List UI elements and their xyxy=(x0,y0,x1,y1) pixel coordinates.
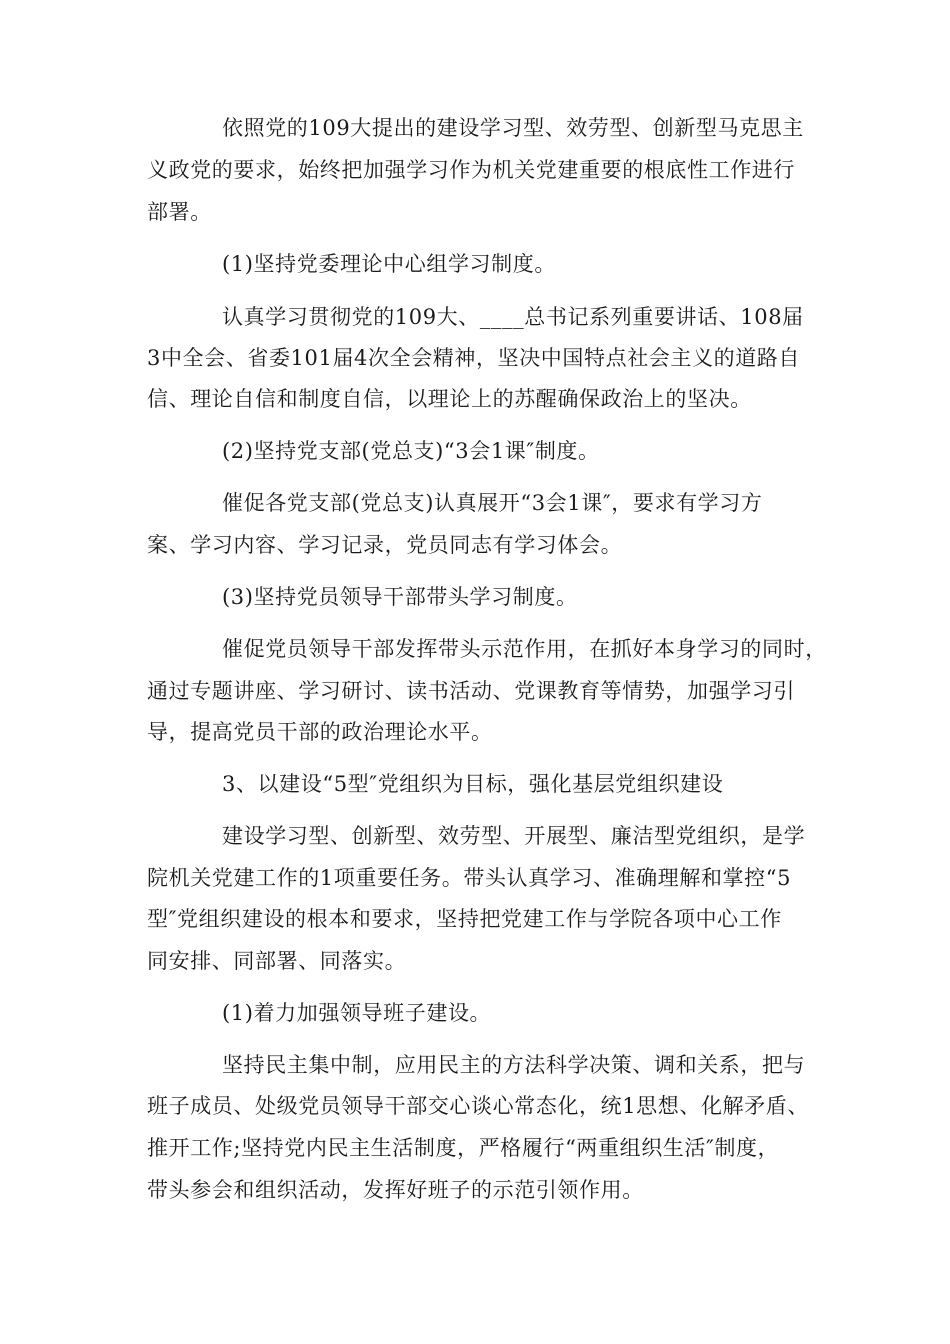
paragraph-line: 3中全会、省委101届4次全会精神，坚决中国特点社会主义的道路自 xyxy=(147,346,801,370)
paragraph-line: 依照党的109大提出的建设学习型、效劳型、创新型马克思主 xyxy=(222,116,804,140)
paragraph-line: 通过专题讲座、学习研讨、读书活动、党课教育等情势，加强学习引 xyxy=(147,679,795,703)
paragraph-line: 院机关党建工作的1项重要任务。带头认真学习、准确理解和掌控“5 xyxy=(147,866,792,890)
paragraph-line: 带头参会和组织活动，发挥好班子的示范引领作用。 xyxy=(147,1178,644,1202)
section-heading: (3)坚持党员领导干部带头学习制度。 xyxy=(222,585,578,609)
paragraph-line: 义政党的要求，始终把加强学习作为机关党建重要的根底性工作进行 xyxy=(147,158,795,182)
paragraph-line: 推开工作;坚持党内民主生活制度，严格履行“两重组织生活″制度， xyxy=(147,1136,780,1160)
section-heading: (1)着力加强领导班子建设。 xyxy=(222,1001,492,1025)
paragraph-line: 型″党组织建设的根本和要求，坚持把党建工作与学院各项中心工作 xyxy=(147,907,782,931)
section-heading: 3、以建设“5型″党组织为目标，强化基层党组织建设 xyxy=(222,772,724,796)
paragraph-line: 坚持民主集中制，应用民主的方法科学决策、调和关系，把与 xyxy=(222,1053,806,1077)
paragraph-line: 案、学习内容、学习记录，党员同志有学习体会。 xyxy=(147,533,623,557)
paragraph-line: 认真学习贯彻党的109大、____总书记系列重要讲话、108届 xyxy=(222,305,804,329)
paragraph-line: 部署。 xyxy=(147,200,212,224)
paragraph-line: 催促各党支部(党总支)认真展开“3会1课″，要求有学习方 xyxy=(222,491,763,515)
section-heading: (1)坚持党委理论中心组学习制度。 xyxy=(222,252,556,276)
paragraph-line: 建设学习型、创新型、效劳型、开展型、廉洁型党组织，是学 xyxy=(222,824,806,848)
paragraph-line: 催促党员领导干部发挥带头示范作用，在抓好本身学习的同时， xyxy=(222,637,827,661)
section-heading: (2)坚持党支部(党总支)“3会1课″制度。 xyxy=(222,439,600,463)
paragraph-line: 班子成员、处级党员领导干部交心谈心常态化，统1思想、化解矛盾、 xyxy=(147,1094,809,1118)
paragraph-line: 导，提高党员干部的政治理论水平。 xyxy=(147,720,493,744)
paragraph-line: 信、理论自信和制度自信，以理论上的苏醒确保政治上的坚决。 xyxy=(147,387,752,411)
paragraph-line: 同安排、同部署、同落实。 xyxy=(147,949,407,973)
